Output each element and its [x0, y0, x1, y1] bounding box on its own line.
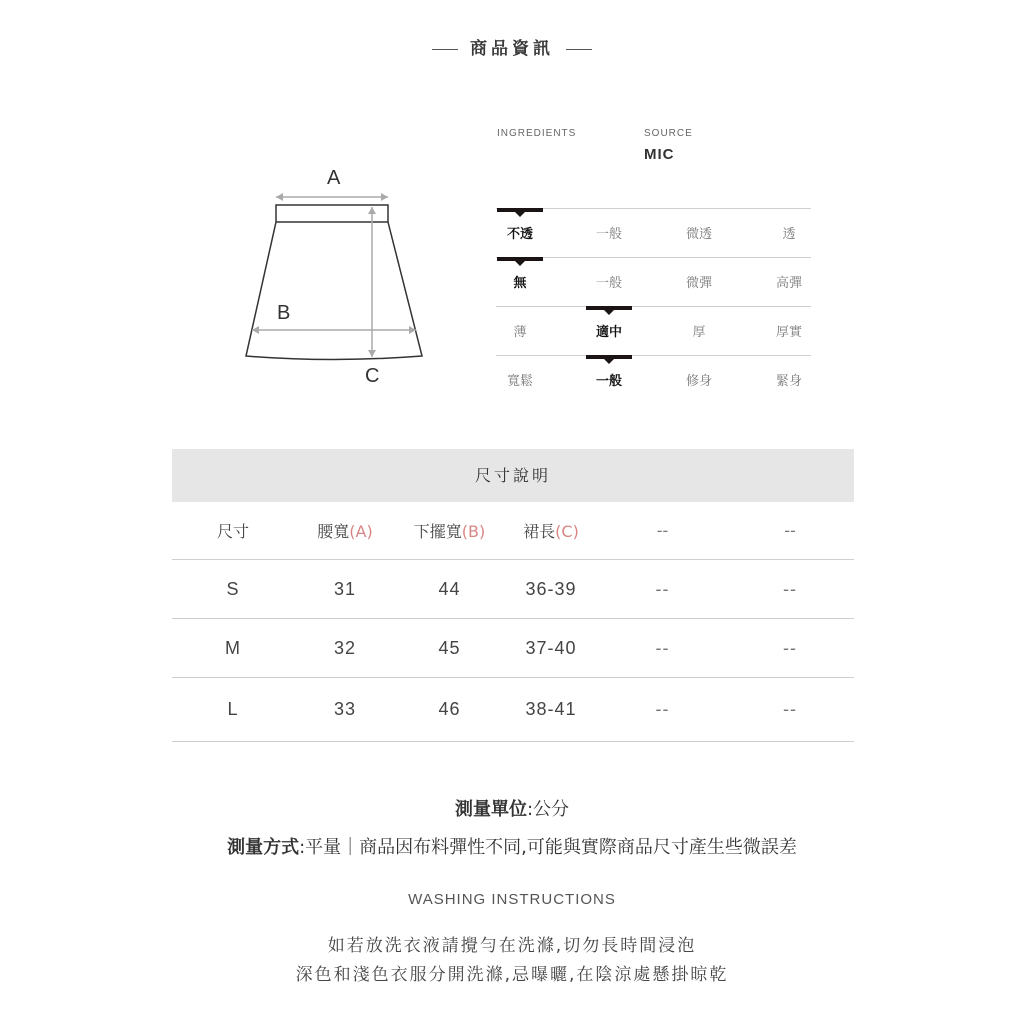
column-header: --: [656, 521, 669, 540]
attribute-option: 微透: [685, 227, 712, 242]
column-header: --: [784, 521, 796, 540]
source-value: MIC: [644, 146, 675, 163]
ingredients-label: INGREDIENTS: [497, 128, 577, 139]
attribute-option: 微彈: [685, 276, 712, 291]
diagram-label-a: A: [327, 167, 341, 189]
table-cell: L: [172, 678, 294, 742]
attribute-option: 一般: [595, 227, 622, 242]
attribute-row-elasticity: [496, 257, 811, 306]
attribute-option: 一般: [585, 356, 633, 404]
table-cell: M: [172, 619, 294, 678]
diagram-label-b: B: [277, 302, 291, 324]
washing-instructions-title: WASHING INSTRUCTIONS: [408, 891, 616, 908]
attribute-option: 寬鬆: [506, 374, 533, 389]
attribute-option: 薄: [513, 325, 527, 340]
skirt-measurement-diagram: [236, 160, 436, 390]
attribute-option: 修身: [685, 374, 712, 389]
attribute-row-fit: [496, 355, 811, 404]
attribute-option: 透: [782, 227, 796, 242]
skirt-outline-graphic: [236, 160, 436, 390]
table-cell: 31: [294, 560, 396, 619]
table-cell: S: [172, 560, 294, 619]
table-row: [172, 678, 854, 742]
table-row: [172, 560, 854, 619]
table-cell: 38-41: [503, 678, 599, 742]
measurement-method-note: [0, 833, 1024, 859]
table-cell: 33: [294, 678, 396, 742]
table-cell: --: [599, 619, 726, 678]
table-cell: 37-40: [503, 619, 599, 678]
table-cell: --: [599, 560, 726, 619]
diagram-label-c: C: [365, 365, 380, 387]
column-header: 下擺寬(B): [413, 522, 486, 541]
table-cell: 36-39: [503, 560, 599, 619]
attribute-option: 高彈: [775, 276, 802, 291]
size-table-header-row: [172, 502, 854, 560]
table-cell: 46: [396, 678, 503, 742]
attribute-row-opacity: [496, 208, 811, 257]
washing-instruction-line-2: 深色和淺色衣服分開洗滌,忌曝曬,在陰涼處懸掛晾乾: [295, 965, 729, 985]
title-dash-right: [566, 49, 592, 50]
table-cell: 45: [396, 619, 503, 678]
size-table: [172, 502, 854, 742]
table-cell: --: [726, 560, 854, 619]
attribute-option: 適中: [585, 307, 633, 355]
attribute-option: 緊身: [775, 374, 802, 389]
column-header: 腰寬(A): [317, 522, 373, 541]
method-label: 測量方式: [227, 837, 300, 858]
title-dash-left: [432, 49, 458, 50]
unit-value: :公分: [526, 799, 570, 820]
measurement-unit-note: [0, 795, 1024, 821]
table-cell: --: [599, 678, 726, 742]
column-header: 裙長(C): [523, 522, 579, 541]
section-title-product-info: [0, 34, 1024, 59]
method-value: :平量｜商品因布料彈性不同,可能與實際商品尺寸產生些微誤差: [299, 837, 797, 858]
attribute-option: 無: [496, 258, 544, 306]
table-row: [172, 619, 854, 678]
table-cell: --: [726, 619, 854, 678]
column-header: 尺寸: [216, 522, 249, 541]
fabric-attribute-grid: [496, 208, 811, 404]
table-cell: 32: [294, 619, 396, 678]
attribute-option: 一般: [595, 276, 622, 291]
attribute-row-thickness: [496, 306, 811, 355]
attribute-option: 厚實: [775, 325, 802, 340]
table-cell: --: [726, 678, 854, 742]
table-cell: 44: [396, 560, 503, 619]
washing-instruction-line-1: 如若放洗衣液請攪勻在洗滌,切勿長時間浸泡: [327, 936, 697, 956]
attribute-option: 厚: [692, 325, 706, 340]
size-section-title: 尺寸說明: [172, 449, 854, 502]
section-title-text: 商品資訊: [470, 39, 554, 59]
attribute-option: 不透: [496, 209, 544, 257]
unit-label: 測量單位: [454, 799, 527, 820]
source-label: SOURCE: [644, 128, 693, 139]
